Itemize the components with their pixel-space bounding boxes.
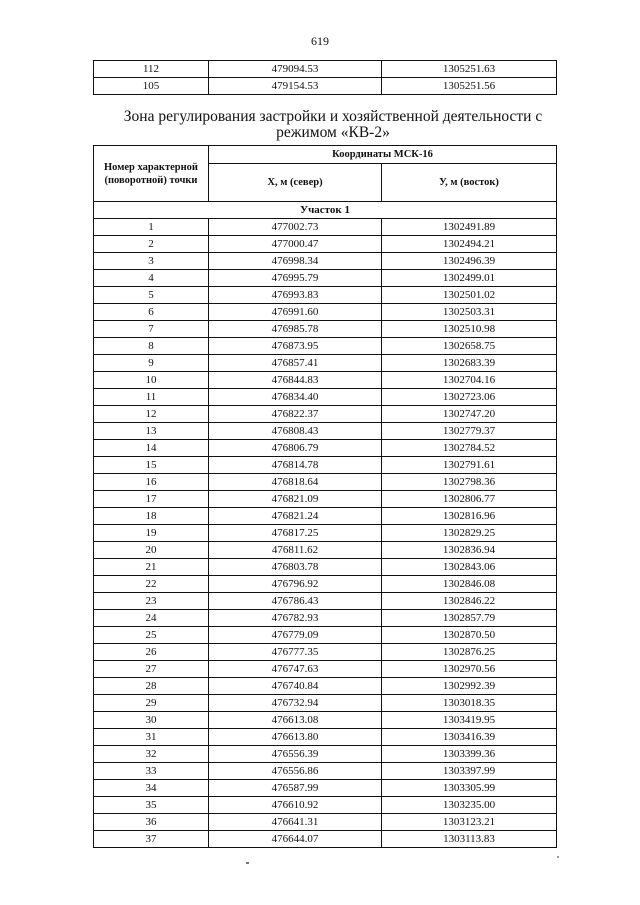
point-number: 105: [94, 78, 209, 95]
x-coordinate: 476556.86: [209, 763, 382, 780]
x-coordinate: 476808.43: [209, 423, 382, 440]
table-row: [94, 61, 557, 78]
y-coordinate: 1302658.75: [382, 338, 557, 355]
point-number: 3: [94, 253, 209, 270]
point-number: 37: [94, 831, 209, 848]
point-number: 24: [94, 610, 209, 627]
y-coordinate: 1303113.83: [382, 831, 557, 848]
table-row: [94, 304, 557, 321]
x-coordinate: 476844.83: [209, 372, 382, 389]
table-row: [94, 78, 557, 95]
y-coordinate: 1302870.50: [382, 627, 557, 644]
table-row: [94, 440, 557, 457]
x-coordinate: 476786.43: [209, 593, 382, 610]
point-number: 31: [94, 729, 209, 746]
point-number: 1: [94, 219, 209, 236]
x-coordinate: 476587.99: [209, 780, 382, 797]
y-coordinate: 1302494.21: [382, 236, 557, 253]
point-number: 17: [94, 491, 209, 508]
point-number: 13: [94, 423, 209, 440]
zone-heading: [93, 109, 573, 141]
table-row: [94, 236, 557, 253]
y-coordinate: 1302846.22: [382, 593, 557, 610]
table-row: [94, 508, 557, 525]
table-row: [94, 559, 557, 576]
table-row: [94, 338, 557, 355]
point-number: 12: [94, 406, 209, 423]
point-number: 19: [94, 525, 209, 542]
table-row: [94, 372, 557, 389]
x-coordinate: 476613.80: [209, 729, 382, 746]
point-number: 11: [94, 389, 209, 406]
y-coordinate: 1303419.95: [382, 712, 557, 729]
table-row: [94, 474, 557, 491]
point-number: 2: [94, 236, 209, 253]
point-number: 33: [94, 763, 209, 780]
x-coordinate: 477000.47: [209, 236, 382, 253]
y-coordinate: 1302846.08: [382, 576, 557, 593]
y-coordinate: 1302704.16: [382, 372, 557, 389]
x-coordinate: 476873.95: [209, 338, 382, 355]
point-number: 25: [94, 627, 209, 644]
point-number: 7: [94, 321, 209, 338]
y-coordinate: 1302970.56: [382, 661, 557, 678]
y-coordinate: 1302829.25: [382, 525, 557, 542]
x-coordinate: 476732.94: [209, 695, 382, 712]
table-row: [94, 661, 557, 678]
scan-mark: [246, 862, 249, 864]
y-coordinate: 1302501.02: [382, 287, 557, 304]
point-number: 27: [94, 661, 209, 678]
table-row: [94, 678, 557, 695]
table-row: [94, 321, 557, 338]
y-coordinate: 1302723.06: [382, 389, 557, 406]
point-number: 23: [94, 593, 209, 610]
point-number: 28: [94, 678, 209, 695]
y-coordinate: 1302747.20: [382, 406, 557, 423]
x-coordinate: 476993.83: [209, 287, 382, 304]
table-row: [94, 831, 557, 848]
table-row: [94, 746, 557, 763]
x-coordinate: 476777.35: [209, 644, 382, 661]
point-number: 35: [94, 797, 209, 814]
point-number: 36: [94, 814, 209, 831]
x-coordinate: 476817.25: [209, 525, 382, 542]
x-coordinate: 476803.78: [209, 559, 382, 576]
point-number: 14: [94, 440, 209, 457]
x-coordinate: 476796.92: [209, 576, 382, 593]
y-coordinate: 1302499.01: [382, 270, 557, 287]
point-number: 29: [94, 695, 209, 712]
table-row: [94, 763, 557, 780]
point-number: 112: [94, 61, 209, 78]
x-coordinate: 479154.53: [209, 78, 382, 95]
coords-header: Координаты МСК-16: [209, 146, 557, 164]
y-coordinate: 1302857.79: [382, 610, 557, 627]
y-coordinate: 1302806.77: [382, 491, 557, 508]
table-row: [94, 712, 557, 729]
point-number: 8: [94, 338, 209, 355]
table-row: [94, 355, 557, 372]
x-coordinate: 476644.07: [209, 831, 382, 848]
y-coordinate: 1302491.89: [382, 219, 557, 236]
table-row: [94, 525, 557, 542]
x-coordinate: 476857.41: [209, 355, 382, 372]
y-coordinate: 1303305.99: [382, 780, 557, 797]
point-number: 5: [94, 287, 209, 304]
table-row: [94, 610, 557, 627]
continuation-table: [93, 60, 557, 95]
y-coordinate: 1302779.37: [382, 423, 557, 440]
table-row: [94, 542, 557, 559]
y-coordinate: 1303235.00: [382, 797, 557, 814]
x-coordinate: 476740.84: [209, 678, 382, 695]
x-coordinate: 476991.60: [209, 304, 382, 321]
table-row: [94, 287, 557, 304]
x-coordinate: 476779.09: [209, 627, 382, 644]
x-coordinate: 476998.34: [209, 253, 382, 270]
point-number: 21: [94, 559, 209, 576]
table-row: [94, 253, 557, 270]
table-row: [94, 814, 557, 831]
y-coordinate: 1303397.99: [382, 763, 557, 780]
table-row: [94, 219, 557, 236]
table-row: [94, 576, 557, 593]
x-coordinate: 476834.40: [209, 389, 382, 406]
x-coordinate: 476818.64: [209, 474, 382, 491]
point-number: 4: [94, 270, 209, 287]
scan-mark: [557, 856, 559, 858]
x-coordinate: 476995.79: [209, 270, 382, 287]
table-row: [94, 627, 557, 644]
point-number: 10: [94, 372, 209, 389]
x-coordinate: 476985.78: [209, 321, 382, 338]
y-coordinate: 1303416.39: [382, 729, 557, 746]
y-coordinate: 1302496.39: [382, 253, 557, 270]
section-label: Участок 1: [94, 202, 557, 219]
x-coordinate: 476821.24: [209, 508, 382, 525]
point-number: 15: [94, 457, 209, 474]
table-row: [94, 423, 557, 440]
heading-line-1: Зона регулирования застройки и хозяйственной деятельности с: [123, 108, 543, 125]
heading-line-2: режимом «КВ-2»: [276, 124, 390, 141]
table-row: [94, 270, 557, 287]
table-row: [94, 457, 557, 474]
table-row: [94, 593, 557, 610]
point-number: 16: [94, 474, 209, 491]
x-coordinate: 476822.37: [209, 406, 382, 423]
x-coordinate: 476821.09: [209, 491, 382, 508]
x-coordinate: 477002.73: [209, 219, 382, 236]
y-coordinate: 1302510.98: [382, 321, 557, 338]
y-coordinate: 1302876.25: [382, 644, 557, 661]
table-row: [94, 729, 557, 746]
y-header: У, м (восток): [382, 164, 557, 202]
y-coordinate: 1302816.96: [382, 508, 557, 525]
x-coordinate: 479094.53: [209, 61, 382, 78]
x-coordinate: 476806.79: [209, 440, 382, 457]
y-coordinate: 1302843.06: [382, 559, 557, 576]
table-row: [94, 491, 557, 508]
coordinates-table: [93, 145, 557, 848]
point-number: 30: [94, 712, 209, 729]
x-coordinate: 476610.92: [209, 797, 382, 814]
y-coordinate: 1303399.36: [382, 746, 557, 763]
y-coordinate: 1303123.21: [382, 814, 557, 831]
x-coordinate: 476556.39: [209, 746, 382, 763]
point-number: 6: [94, 304, 209, 321]
table-row: [94, 389, 557, 406]
table-row: [94, 695, 557, 712]
table-row: [94, 797, 557, 814]
point-number: 26: [94, 644, 209, 661]
x-coordinate: 476782.93: [209, 610, 382, 627]
table-row: [94, 644, 557, 661]
point-number: 32: [94, 746, 209, 763]
point-number: 34: [94, 780, 209, 797]
x-coordinate: 476613.08: [209, 712, 382, 729]
table-row: [94, 780, 557, 797]
table-row: [94, 406, 557, 423]
point-number: 22: [94, 576, 209, 593]
y-coordinate: 1305251.56: [382, 78, 557, 95]
x-coordinate: 476747.63: [209, 661, 382, 678]
y-coordinate: 1302836.94: [382, 542, 557, 559]
point-number-header: Номер характерной (поворотной) точки: [94, 146, 209, 202]
y-coordinate: 1302791.61: [382, 457, 557, 474]
x-coordinate: 476814.78: [209, 457, 382, 474]
point-number: 20: [94, 542, 209, 559]
y-coordinate: 1302784.52: [382, 440, 557, 457]
y-coordinate: 1305251.63: [382, 61, 557, 78]
y-coordinate: 1302798.36: [382, 474, 557, 491]
x-header: X, м (север): [209, 164, 382, 202]
point-number: 18: [94, 508, 209, 525]
x-coordinate: 476811.62: [209, 542, 382, 559]
x-coordinate: 476641.31: [209, 814, 382, 831]
y-coordinate: 1302503.31: [382, 304, 557, 321]
y-coordinate: 1303018.35: [382, 695, 557, 712]
point-number: 9: [94, 355, 209, 372]
y-coordinate: 1302683.39: [382, 355, 557, 372]
y-coordinate: 1302992.39: [382, 678, 557, 695]
page-number: 619: [311, 34, 329, 48]
